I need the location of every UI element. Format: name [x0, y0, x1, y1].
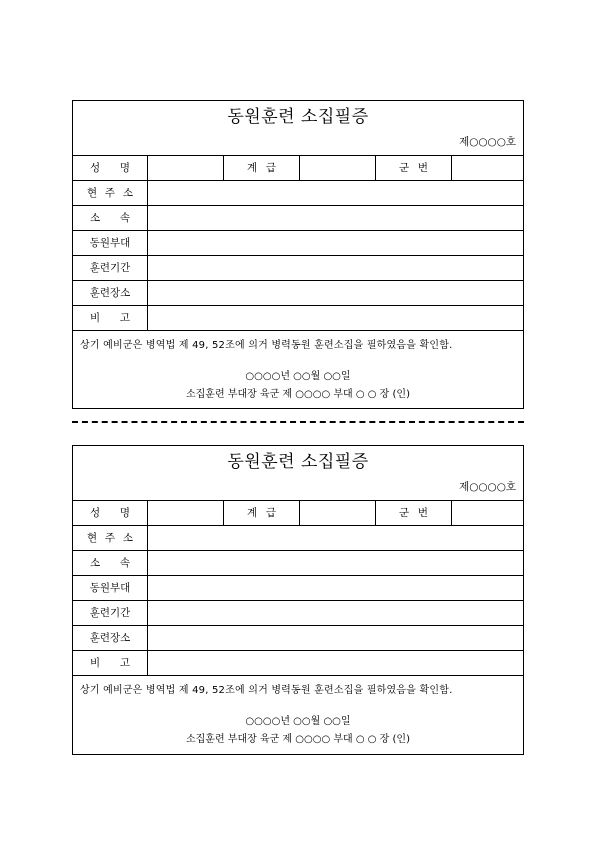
row-remarks: [73, 650, 523, 675]
label-service-number: 군 번: [376, 501, 452, 525]
commander-signature: 소집훈련 부대장 육군 제 ○○○○ 부대 ○ ○ 장 (인): [185, 734, 410, 745]
field-mobilization-unit[interactable]: [148, 231, 523, 255]
field-rank[interactable]: [300, 501, 376, 525]
row-mobilization-unit: [73, 575, 523, 600]
label-mobilization-unit: 동원부대: [73, 576, 148, 600]
label-name: 성 명: [73, 156, 148, 180]
serial-number: 제○○○○호: [459, 481, 516, 493]
row-training-period: [73, 255, 523, 280]
field-address[interactable]: [148, 181, 523, 205]
certificate-form-1: [72, 100, 524, 409]
issue-date: ○○○○년 ○○월 ○○일: [245, 371, 351, 382]
label-remarks: 비 고: [73, 306, 148, 330]
field-unit[interactable]: [148, 206, 523, 230]
confirmation-statement: 상기 예비군은 병역법 제 49, 52조에 의거 병력동원 훈련소집을 필하였음을 확인함.: [80, 340, 453, 351]
field-training-period[interactable]: [148, 256, 523, 280]
row-address: [73, 525, 523, 550]
label-service-number: 군 번: [376, 156, 452, 180]
issue-date: ○○○○년 ○○월 ○○일: [245, 716, 351, 727]
field-remarks[interactable]: [148, 306, 523, 330]
row-name-rank-number: [73, 500, 523, 525]
row-unit: [73, 205, 523, 230]
row-training-place: [73, 280, 523, 305]
label-training-period: 훈련기간: [73, 256, 148, 280]
serial-number: 제○○○○호: [459, 136, 516, 148]
row-address: [73, 180, 523, 205]
field-remarks[interactable]: [148, 651, 523, 675]
row-mobilization-unit: [73, 230, 523, 255]
row-name-rank-number: [73, 155, 523, 180]
certificate-form-2: [72, 445, 524, 755]
field-mobilization-unit[interactable]: [148, 576, 523, 600]
label-training-place: 훈련장소: [73, 626, 148, 650]
label-address: 현 주 소: [73, 526, 148, 550]
field-training-place[interactable]: [148, 626, 523, 650]
field-rank[interactable]: [300, 156, 376, 180]
confirmation-statement: 상기 예비군은 병역법 제 49, 52조에 의거 병력동원 훈련소집을 필하였음을 확인함.: [80, 685, 453, 696]
label-mobilization-unit: 동원부대: [73, 231, 148, 255]
field-service-number[interactable]: [452, 501, 523, 525]
label-training-period: 훈련기간: [73, 601, 148, 625]
field-unit[interactable]: [148, 551, 523, 575]
field-name[interactable]: [148, 501, 224, 525]
row-training-place: [73, 625, 523, 650]
row-training-period: [73, 600, 523, 625]
row-remarks: [73, 305, 523, 330]
field-training-period[interactable]: [148, 601, 523, 625]
label-training-place: 훈련장소: [73, 281, 148, 305]
label-unit: 소 속: [73, 206, 148, 230]
field-name[interactable]: [148, 156, 224, 180]
form-title: 동원훈련 소집필증: [227, 452, 369, 472]
form-title: 동원훈련 소집필증: [227, 107, 369, 127]
cut-line: [72, 421, 524, 423]
field-address[interactable]: [148, 526, 523, 550]
label-remarks: 비 고: [73, 651, 148, 675]
row-unit: [73, 550, 523, 575]
label-rank: 계 급: [224, 501, 300, 525]
label-unit: 소 속: [73, 551, 148, 575]
commander-signature: 소집훈련 부대장 육군 제 ○○○○ 부대 ○ ○ 장 (인): [185, 389, 410, 400]
label-rank: 계 급: [224, 156, 300, 180]
field-service-number[interactable]: [452, 156, 523, 180]
confirmation-block: [73, 330, 523, 400]
label-name: 성 명: [73, 501, 148, 525]
confirmation-block: [73, 675, 523, 745]
label-address: 현 주 소: [73, 181, 148, 205]
field-training-place[interactable]: [148, 281, 523, 305]
